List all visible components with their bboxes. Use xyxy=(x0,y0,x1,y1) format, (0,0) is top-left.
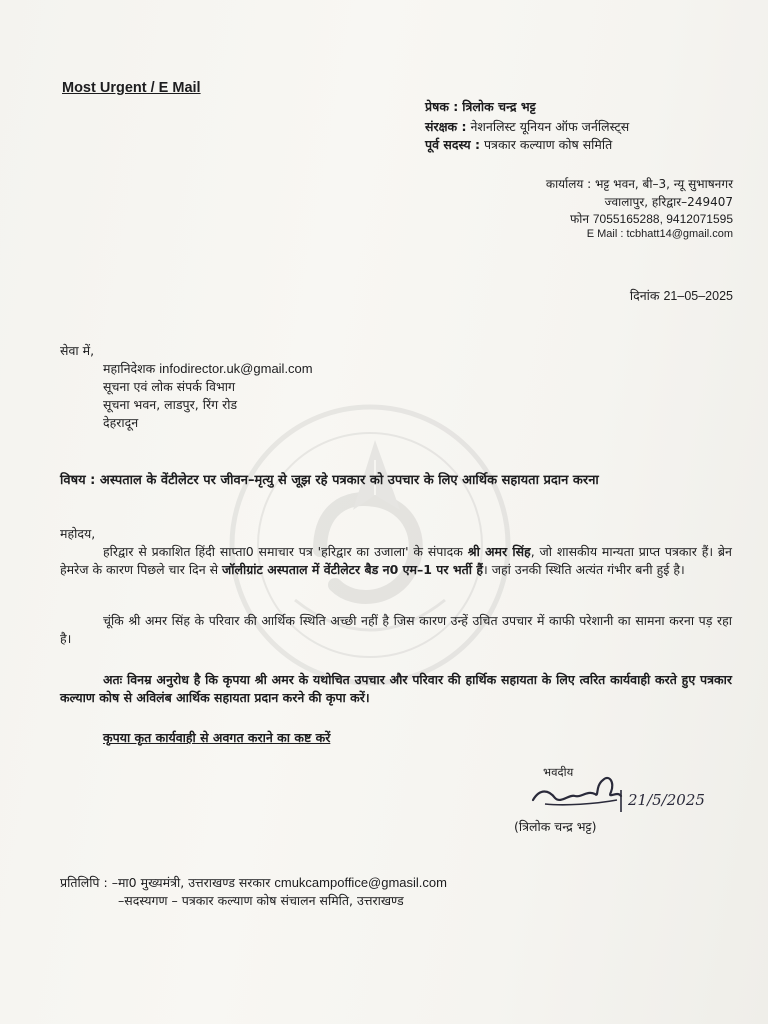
sender-email[interactable]: tcbhatt14@gmail.com xyxy=(626,228,733,240)
office-phone-line xyxy=(570,210,733,227)
salutation: सेवा में, xyxy=(60,343,95,358)
p1-part-a: हरिद्वार से प्रकाशित हिंदी साप्ता0 समाचार पत्र 'हरिद्वार का उजाला' के संपादक xyxy=(103,544,468,559)
recipient-address: सूचना भवन, लाडपुर, रिंग रोड xyxy=(103,397,238,412)
p1-part-c: , जो शासकीय मान्यता प्राप्त पत्रकार हैं। ब्रेन हेमरेज के कारण पिछले चार दिन से xyxy=(60,544,732,577)
patron-value: नेशनलिस्ट यूनियन ऑफ जर्नलिस्ट्स xyxy=(470,119,630,134)
recipient-title: महानिदेशक xyxy=(103,361,156,376)
action-request: कृपया कृत कार्यवाही से अवगत कराने का कष्ट करें xyxy=(103,730,331,745)
paragraph-2: चूंकि श्री अमर सिंह के परिवार की आर्थिक स्थिति अच्छी नहीं है जिस कारण उन्हें उचित उपचार में काफी परेशानी का सामना करना पड़ रहा है। xyxy=(60,613,732,646)
recipient-city: देहरादून xyxy=(103,415,139,430)
urgent-heading: Most Urgent / E Mail xyxy=(62,80,201,96)
recipient-title-line xyxy=(103,360,313,378)
date-value: 21–05–2025 xyxy=(663,289,733,303)
cc-label: प्रतिलिपि : xyxy=(60,875,108,890)
handwritten-signature xyxy=(525,760,700,820)
paragraph-1 xyxy=(60,543,732,579)
email-label: E Mail : xyxy=(586,228,624,240)
phone-numbers: 7055165288, 9412071595 xyxy=(592,212,733,226)
date-line xyxy=(630,287,733,305)
former-member-line xyxy=(425,136,612,153)
former-member-value: पत्रकार कल्याण कोष समिति xyxy=(483,137,613,152)
p1-name: श्री अमर सिंह xyxy=(467,544,531,559)
recipient-email[interactable]: infodirector.uk@gmail.com xyxy=(159,361,313,376)
cc-line-2: –सदस्यगण – पत्रकार कल्याण कोष संचालन समिति, उत्तराखण्ड xyxy=(118,893,404,908)
p1-hospital: जॉलीग्रांट अस्पताल में वेंटीलेटर बैड न0 एम–1 पर भर्ती हैं xyxy=(222,562,484,577)
patron-line xyxy=(425,118,629,135)
yours-faithfully: भवदीय xyxy=(543,765,574,779)
office-address-line1: कार्यालय : भट्ट भवन, बी–3, न्यू सुभाषनगर xyxy=(545,177,733,191)
office-email-line xyxy=(587,228,733,240)
patron-label: संरक्षक : xyxy=(425,119,467,134)
phone-label: फोन xyxy=(569,212,590,226)
sender-line xyxy=(425,98,536,115)
sender-label: प्रेषक : xyxy=(425,99,459,114)
date-label: दिनांक xyxy=(629,288,660,303)
greeting: महोदय, xyxy=(60,526,96,541)
cc-chief-minister: –मा0 मुख्यमंत्री, उत्तराखण्ड सरकार xyxy=(111,875,271,890)
office-address-line2: ज्वालापुर, हरिद्वार–249407 xyxy=(604,195,733,209)
p1-part-e: । जहां उनकी स्थिति अत्यंत गंभीर बनी हुई है। xyxy=(483,562,685,577)
paragraph-3: अतः विनम्र अनुरोध है कि कृपया श्री अमर के यथोचित उपचार और परिवार की हार्थिक सहायता के लिए त्वरित कार्यवाही करते हुए पत्रकार कल्याण कोष से अविलंब आर्थिक सहायता प्रदान करने की कृपा करें। xyxy=(60,672,732,705)
subject-line: विषय : अस्पताल के वेंटीलेटर पर जीवन–मृत्यु से जूझ रहे पत्रकार को उपचार के लिए आर्थिक सहायता प्रदान करना xyxy=(60,473,599,488)
cc-line-1 xyxy=(60,874,447,892)
cc-email[interactable]: cmukcampoffice@gmasil.com xyxy=(274,875,447,890)
signatory-name: (त्रिलोक चन्द्र भट्ट) xyxy=(514,819,597,834)
signature-date: 21/5/2025 xyxy=(628,791,705,809)
former-member-label: पूर्व सदस्य : xyxy=(425,137,480,152)
sender-name: त्रिलोक चन्द्र भट्ट xyxy=(462,99,536,114)
recipient-department: सूचना एवं लोक संपर्क विभाग xyxy=(103,379,236,394)
